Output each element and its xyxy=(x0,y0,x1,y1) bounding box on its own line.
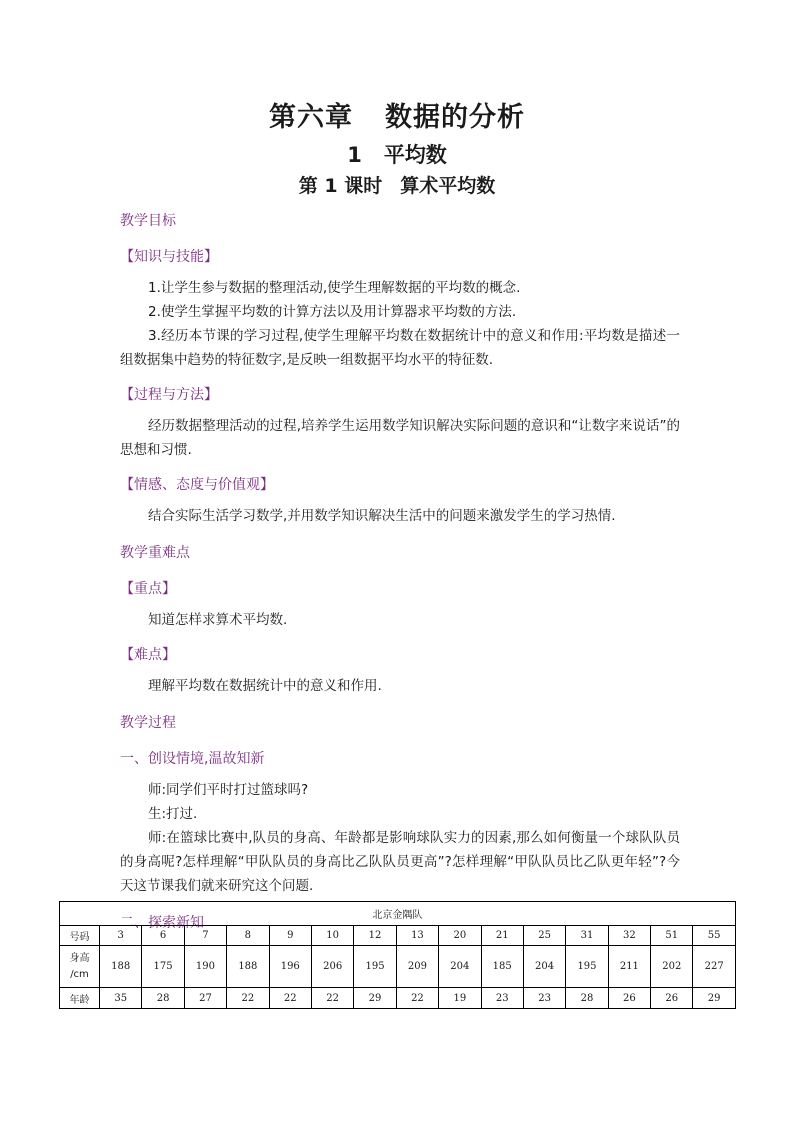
lesson-number: 第 1 课时 xyxy=(298,175,383,197)
age-cell: 19 xyxy=(439,988,481,1009)
dialogue-line-3: 师:在篮球比赛中,队员的身高、年龄都是影响球队实力的因素,那么如何衡量一个球队队员的身高呢?怎样理解“甲队队员的身高比乙队队员更高”?怎样理解“甲队队员比乙队更年轻”?今天这节课我们就来研究这个问题. xyxy=(120,830,680,894)
goals-heading: 教学目标 xyxy=(120,213,176,229)
height-cell: 196 xyxy=(269,946,311,988)
row-label-height xyxy=(60,946,100,988)
height-cell: 188 xyxy=(227,946,269,988)
team-table xyxy=(59,901,736,1009)
height-cell: 202 xyxy=(651,946,693,988)
height-cell: 188 xyxy=(100,946,142,988)
team-table-wrap xyxy=(59,901,735,1009)
number-cell: 32 xyxy=(608,926,650,946)
age-cell: 22 xyxy=(396,988,438,1009)
chapter-name: 数据的分析 xyxy=(385,102,525,133)
number-cell: 9 xyxy=(269,926,311,946)
age-cell: 35 xyxy=(100,988,142,1009)
age-cell: 27 xyxy=(184,988,226,1009)
age-cell: 28 xyxy=(566,988,608,1009)
row-label-age: 年龄 xyxy=(60,988,100,1009)
lesson-name: 算术平均数 xyxy=(400,175,496,197)
key-points-heading: 教学重难点 xyxy=(120,545,190,561)
row-label-height-unit: /cm xyxy=(70,968,89,980)
age-cell: 22 xyxy=(269,988,311,1009)
emotion-heading: 【情感、态度与价值观】 xyxy=(120,477,274,493)
age-cell: 29 xyxy=(693,988,735,1009)
knowledge-item-2: 2.使学生掌握平均数的计算方法以及用计算器求平均数的方法. xyxy=(148,304,517,320)
number-cell: 51 xyxy=(651,926,693,946)
height-cell: 185 xyxy=(481,946,523,988)
number-cell: 21 xyxy=(481,926,523,946)
part2-heading: 二、探索新知 xyxy=(120,915,204,931)
key-text: 知道怎样求算术平均数. xyxy=(148,612,288,628)
content xyxy=(120,210,680,934)
number-cell: 6 xyxy=(142,926,184,946)
number-cell: 31 xyxy=(566,926,608,946)
height-cell: 204 xyxy=(523,946,565,988)
number-cell: 25 xyxy=(523,926,565,946)
process-heading: 【过程与方法】 xyxy=(120,387,218,403)
knowledge-item-1: 1.让学生参与数据的整理活动,使学生理解数据的平均数的概念. xyxy=(148,280,521,296)
knowledge-item-3: 3.经历本节课的学习过程,使学生理解平均数在数据统计中的意义和作用:平均数是描述一组数据集中趋势的特征数字,是反映一组数据平均水平的特征数. xyxy=(120,328,680,368)
number-cell: 3 xyxy=(100,926,142,946)
dialogue-line-2: 生:打过. xyxy=(148,806,198,822)
height-cell: 195 xyxy=(566,946,608,988)
title-block xyxy=(0,100,794,200)
part1-heading: 一、创设情境,温故知新 xyxy=(120,751,265,767)
process-section-heading: 教学过程 xyxy=(120,715,176,731)
knowledge-heading: 【知识与技能】 xyxy=(120,249,218,265)
table-row-ages xyxy=(60,988,736,1009)
process-text: 经历数据整理活动的过程,培养学生运用数学知识解决实际问题的意识和“让数字来说话”的思想和习惯. xyxy=(120,418,680,458)
age-cell: 26 xyxy=(608,988,650,1009)
emotion-text: 结合实际生活学习数学,并用数学知识解决生活中的问题来激发学生的学习热情. xyxy=(148,508,616,524)
section-number: 1 xyxy=(347,143,362,167)
number-cell: 7 xyxy=(184,926,226,946)
difficult-heading: 【难点】 xyxy=(120,647,176,663)
height-cell: 206 xyxy=(311,946,353,988)
number-cell: 13 xyxy=(396,926,438,946)
section-title xyxy=(0,140,794,170)
table-caption: 北京金隅队 xyxy=(60,902,736,926)
height-cell: 204 xyxy=(439,946,481,988)
height-cell: 175 xyxy=(142,946,184,988)
chapter-number: 第六章 xyxy=(269,102,353,133)
key-heading: 【重点】 xyxy=(120,581,176,597)
age-cell: 22 xyxy=(311,988,353,1009)
number-cell: 20 xyxy=(439,926,481,946)
age-cell: 28 xyxy=(142,988,184,1009)
table-row-heights xyxy=(60,946,736,988)
number-cell: 55 xyxy=(693,926,735,946)
age-cell: 26 xyxy=(651,988,693,1009)
height-cell: 190 xyxy=(184,946,226,988)
number-cell: 10 xyxy=(311,926,353,946)
height-cell: 227 xyxy=(693,946,735,988)
row-label-height-top: 身高 xyxy=(69,952,90,964)
age-cell: 23 xyxy=(481,988,523,1009)
lesson-title xyxy=(0,172,794,200)
number-cell: 12 xyxy=(354,926,396,946)
table-row-numbers xyxy=(60,926,736,946)
age-cell: 23 xyxy=(523,988,565,1009)
height-cell: 209 xyxy=(396,946,438,988)
height-cell: 211 xyxy=(608,946,650,988)
dialogue-line-1: 师:同学们平时打过篮球吗? xyxy=(148,782,309,798)
height-cell: 195 xyxy=(354,946,396,988)
section-name: 平均数 xyxy=(383,143,447,167)
difficult-text: 理解平均数在数据统计中的意义和作用. xyxy=(148,678,382,694)
chapter-title xyxy=(0,100,794,136)
row-label-number: 号码 xyxy=(60,926,100,946)
number-cell: 8 xyxy=(227,926,269,946)
age-cell: 29 xyxy=(354,988,396,1009)
age-cell: 22 xyxy=(227,988,269,1009)
